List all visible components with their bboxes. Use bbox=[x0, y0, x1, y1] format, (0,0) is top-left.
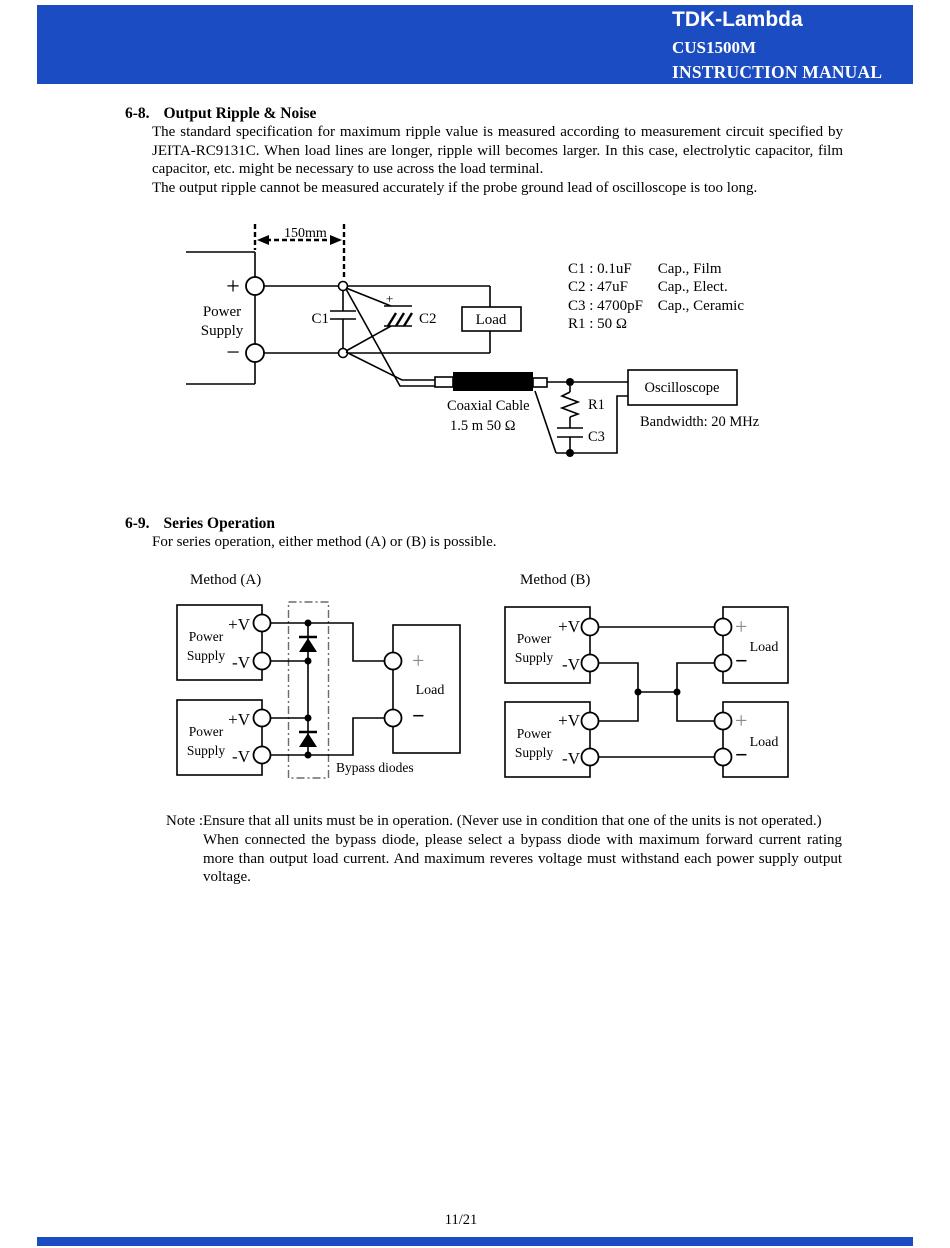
note-body bbox=[203, 812, 842, 887]
capacitor-c1 bbox=[311, 290, 356, 349]
component-row bbox=[568, 260, 744, 278]
section-6-8-paragraph-1: The standard specification for maximum ripple value is measured according to measurement circuit specified by JEITA-RC9131C. When load lines are longer, ripple will becomes larger. In this case, electrolytic capacitor, film capacitor, etc. might be necessary to use across the load terminal. bbox=[152, 124, 843, 178]
load1-minus-sign: − bbox=[735, 648, 748, 673]
component-desc: Cap., Elect. bbox=[657, 279, 728, 296]
ps2-plusv-label: +V bbox=[558, 711, 580, 730]
dimension-150mm bbox=[255, 224, 344, 280]
brand-title: TDK-Lambda bbox=[672, 8, 803, 31]
method-b-load2-box bbox=[715, 702, 789, 777]
component-desc: Cap., Ceramic bbox=[657, 297, 744, 314]
component-name: C1 : 0.1uF bbox=[568, 261, 632, 277]
load-minus-sign: − bbox=[412, 703, 425, 728]
note-paragraph-2: When connected the bypass diode, please select a bypass diode with maximum forward current rating more than output load current. And maximum reveres voltage must withstand each power supply output voltage. bbox=[203, 831, 842, 886]
ps1-minusv-label: -V bbox=[232, 653, 250, 672]
ps2-minusv-label: -V bbox=[562, 749, 580, 768]
ps1-label-2: Supply bbox=[186, 648, 226, 663]
document-title: INSTRUCTION MANUAL bbox=[672, 62, 883, 82]
load-plus-sign: + bbox=[412, 648, 425, 673]
c3-label: C3 bbox=[588, 429, 605, 445]
component-row bbox=[568, 315, 744, 333]
method-a-label: Method (A) bbox=[190, 572, 262, 588]
dimension-label: 150mm bbox=[284, 226, 327, 241]
c2-plus-sign: + bbox=[386, 291, 394, 306]
ps-label-1: Power bbox=[202, 304, 242, 320]
section-title: Output Ripple & Noise bbox=[163, 105, 317, 122]
r1-label: R1 bbox=[588, 397, 605, 413]
c2-label: C2 bbox=[419, 311, 437, 327]
oscilloscope-label: Oscilloscope bbox=[644, 380, 720, 396]
note-paragraph-1: Ensure that all units must be in operation. (Never use in condition that one of the units is not operated.) bbox=[203, 813, 822, 829]
component-desc: Cap., Film bbox=[657, 261, 722, 277]
ps1-label-2: Supply bbox=[514, 650, 554, 665]
component-name: R1 : 50 Ω bbox=[568, 316, 628, 333]
coax-label-2: 1.5 m 50 Ω bbox=[450, 418, 516, 434]
method-a-load-box bbox=[385, 625, 461, 753]
component-name: C3 : 4700pF bbox=[568, 297, 644, 314]
ps1-plusv-label: +V bbox=[558, 617, 580, 636]
header-bar bbox=[37, 5, 913, 84]
ps-label-2: Supply bbox=[200, 323, 244, 339]
load1-label: Load bbox=[749, 640, 779, 655]
ps2-label-1: Power bbox=[516, 726, 552, 741]
ps1-plusv-label: +V bbox=[228, 615, 250, 634]
power-supply-symbol bbox=[186, 252, 264, 384]
load2-label: Load bbox=[749, 735, 779, 750]
section-6-8-heading bbox=[125, 105, 316, 123]
note-label: Note : bbox=[166, 813, 204, 829]
plus-sign: + bbox=[226, 274, 240, 300]
method-b-diagram bbox=[505, 607, 788, 777]
load-label: Load bbox=[415, 683, 445, 698]
page-number: 11/21 bbox=[444, 1212, 478, 1228]
bypass-diodes-label: Bypass diodes bbox=[336, 760, 414, 775]
coax-label-1: Coaxial Cable bbox=[447, 398, 530, 414]
section-6-9-intro: For series operation, either method (A) or (B) is possible. bbox=[152, 534, 497, 550]
component-row bbox=[568, 278, 744, 296]
component-name: C2 : 47uF bbox=[568, 279, 629, 296]
ps2-plusv-label: +V bbox=[228, 710, 250, 729]
footer-bar bbox=[37, 1237, 913, 1246]
load-label: Load bbox=[475, 312, 507, 328]
section-6-8-paragraph-2: The output ripple cannot be measured accurately if the probe ground lead of oscilloscope is too long. bbox=[152, 180, 758, 196]
component-row bbox=[568, 297, 744, 315]
load2-minus-sign: − bbox=[735, 742, 748, 767]
model-number: CUS1500M bbox=[672, 38, 757, 57]
component-list bbox=[568, 260, 744, 334]
ps1-label-1: Power bbox=[188, 629, 224, 644]
probe-network bbox=[535, 378, 628, 457]
c1-label: C1 bbox=[311, 311, 329, 327]
section-title: Series Operation bbox=[163, 515, 276, 532]
method-a-diagram bbox=[177, 602, 460, 778]
load1-plus-sign: + bbox=[735, 614, 748, 639]
capacitor-c2 bbox=[346, 288, 437, 351]
section-6-9-heading bbox=[125, 515, 275, 533]
ripple-measurement-diagram bbox=[186, 224, 760, 457]
ps2-label-2: Supply bbox=[514, 745, 554, 760]
method-b-load1-box bbox=[715, 607, 789, 683]
method-b-label: Method (B) bbox=[520, 572, 591, 588]
load2-plus-sign: + bbox=[735, 708, 748, 733]
minus-terminal bbox=[246, 344, 264, 362]
ps2-minusv-label: -V bbox=[232, 747, 250, 766]
oscilloscope-box bbox=[628, 370, 760, 430]
ps2-label-1: Power bbox=[188, 724, 224, 739]
bandwidth-label: Bandwidth: 20 MHz bbox=[640, 414, 760, 430]
ps1-label-1: Power bbox=[516, 631, 552, 646]
ps2-label-2: Supply bbox=[186, 743, 226, 758]
header-text-block bbox=[672, 7, 882, 83]
minus-sign: − bbox=[226, 340, 240, 366]
section-number: 6-8. bbox=[125, 105, 150, 122]
plus-terminal bbox=[246, 277, 264, 295]
ps1-minusv-label: -V bbox=[562, 655, 580, 674]
section-number: 6-9. bbox=[125, 515, 150, 532]
